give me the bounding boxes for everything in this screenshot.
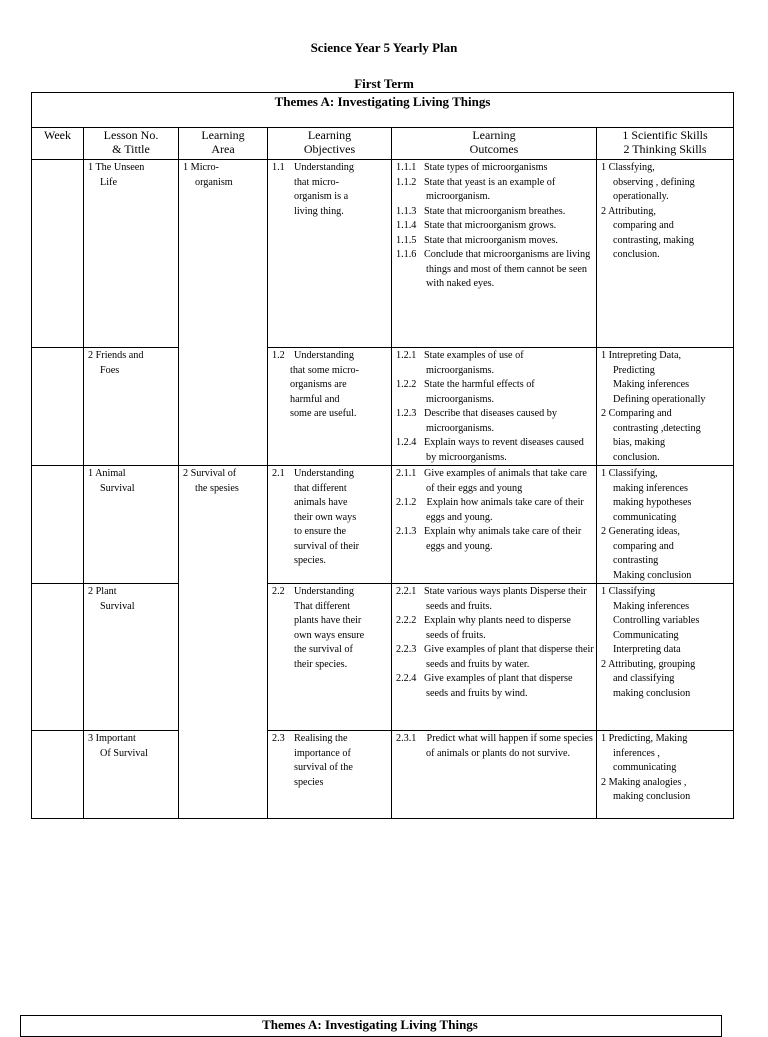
objective-number: 2.3 bbox=[272, 733, 285, 744]
header-skills: 1 Scientific Skills 2 Thinking Skills bbox=[597, 128, 734, 160]
week-cell bbox=[32, 584, 84, 731]
objective-number: 1.2 bbox=[272, 350, 285, 361]
learning-objective-cell: 1.2 Understanding that some micro- organisms are harmful and some are useful. bbox=[268, 348, 392, 466]
outcome-item: 2.2.3 Give examples of plant that disperse their seeds and fruits by water. bbox=[396, 644, 594, 670]
learning-area-cell: 1 Micro- organism bbox=[179, 160, 268, 348]
week-cell bbox=[32, 731, 84, 819]
outcome-item: 1.1.5 State that microorganism moves. bbox=[396, 234, 558, 246]
outcome-item: 1.2.3 Describe that diseases caused by microorganisms. bbox=[396, 408, 557, 434]
outcome-item: 2.2.2 Explain why plants need to disperse seeds of fruits. bbox=[396, 615, 571, 641]
week-cell bbox=[32, 160, 84, 348]
outcome-item: 1.1.2 State that yeast is an example of microorganism. bbox=[396, 176, 556, 202]
outcome-item: 1.1.6 Conclude that microorganisms are living things and most of them cannot be seen with naked eyes. bbox=[396, 249, 591, 289]
learning-objective-cell: 2.3 Realising the importance of survival of the species bbox=[268, 731, 392, 819]
week-cell bbox=[32, 348, 84, 466]
skills-cell: 1 Classfying, observing , defining operationally. 2 Attributing, comparing and contrasting, making conclusion. bbox=[597, 160, 734, 348]
outcome-item: 2.1.1 Give examples of animals that take care of their eggs and young bbox=[396, 468, 587, 494]
header-learning-objectives: Learning Objectives bbox=[268, 128, 392, 160]
yearly-plan-table bbox=[31, 92, 734, 819]
outcome-item: 1.2.4 Explain ways to revent diseases caused by microorganisms. bbox=[396, 437, 584, 463]
lesson-cell: 3 Important Of Survival bbox=[84, 731, 179, 819]
skills-cell: 1 Intrepreting Data, Predicting Making inferences Defining operationally 2 Comparing and contrasting ,detecting bias, making conclusion. bbox=[597, 348, 734, 466]
table-row bbox=[32, 466, 734, 584]
outcome-item: 1.2.2 State the harmful effects of microorganisms. bbox=[396, 379, 535, 405]
learning-objective-cell: 1.1 Understanding that micro- organism is a living thing. bbox=[268, 160, 392, 348]
header-lesson: Lesson No. & Tittle bbox=[84, 128, 179, 160]
week-cell bbox=[32, 466, 84, 584]
learning-area-cell bbox=[179, 348, 268, 466]
table-row bbox=[32, 348, 734, 466]
learning-area-cell bbox=[179, 584, 268, 731]
objective-number: 2.2 bbox=[272, 586, 285, 597]
outcome-item: 1.1.3 State that microorganism breathes. bbox=[396, 205, 566, 217]
outcome-item: 1.2.1 State examples of use of microorganisms. bbox=[396, 350, 524, 376]
outcome-item: 2.2.4 Give examples of plant that disperse seeds and fruits by wind. bbox=[396, 673, 573, 699]
learning-outcomes-cell bbox=[392, 584, 597, 731]
next-page-theme-title: Themes A: Investigating Living Things bbox=[262, 1017, 478, 1032]
skills-cell: 1 Classifying Making inferences Controlling variables Communicating Interpreting data 2 Attributing, grouping and classifying making conclusion bbox=[597, 584, 734, 731]
learning-outcomes-cell bbox=[392, 731, 597, 819]
header-row bbox=[32, 128, 734, 160]
header-learning-area: Learning Area bbox=[179, 128, 268, 160]
learning-outcomes-cell bbox=[392, 348, 597, 466]
lesson-cell: 2 Friends and Foes bbox=[84, 348, 179, 466]
header-learning-outcomes: Learning Outcomes bbox=[392, 128, 597, 160]
table-row bbox=[32, 160, 734, 348]
outcome-item: 2.1.3 Explain why animals take care of their eggs and young. bbox=[396, 526, 582, 552]
lesson-cell: 1 The Unseen Life bbox=[84, 160, 179, 348]
table-row bbox=[32, 584, 734, 731]
learning-outcomes-cell bbox=[392, 160, 597, 348]
objective-number: 1.1 bbox=[272, 162, 285, 173]
outcome-item: 2.3.1 Predict what will happen if some species of animals or plants do not survive. bbox=[396, 733, 593, 759]
lesson-cell: 1 Animal Survival bbox=[84, 466, 179, 584]
outcome-item: 1.1.1 State types of microorganisms bbox=[396, 162, 548, 173]
document-title: Science Year 5 Yearly Plan bbox=[310, 40, 458, 55]
theme-title: Themes A: Investigating Living Things bbox=[32, 93, 734, 128]
learning-area-cell bbox=[179, 731, 268, 819]
learning-objective-cell: 2.2 Understanding That different plants have their own ways ensure the survival of their species. bbox=[268, 584, 392, 731]
outcome-item: 2.2.1 State various ways plants Disperse their seeds and fruits. bbox=[396, 586, 587, 612]
outcome-item: 2.1.2 Explain how animals take care of their eggs and young. bbox=[396, 497, 584, 523]
learning-outcomes-cell bbox=[392, 466, 597, 584]
table-row bbox=[32, 731, 734, 819]
objective-number: 2.1 bbox=[272, 468, 285, 479]
header-week: Week bbox=[32, 128, 84, 160]
learning-objective-cell: 2.1 Understanding that different animals have their own ways to ensure the survival of their species. bbox=[268, 466, 392, 584]
skills-cell: 1 Classifying, making inferences making hypotheses communicating 2 Generating ideas, comparing and contrasting Making conclusion bbox=[597, 466, 734, 584]
learning-area-cell: 2 Survival of the spesies bbox=[179, 466, 268, 584]
lesson-cell: 2 Plant Survival bbox=[84, 584, 179, 731]
skills-cell: 1 Predicting, Making inferences , communicating 2 Making analogies , making conclusion bbox=[597, 731, 734, 819]
outcome-item: 1.1.4 State that microorganism grows. bbox=[396, 220, 557, 231]
term-title: First Term bbox=[354, 76, 414, 91]
